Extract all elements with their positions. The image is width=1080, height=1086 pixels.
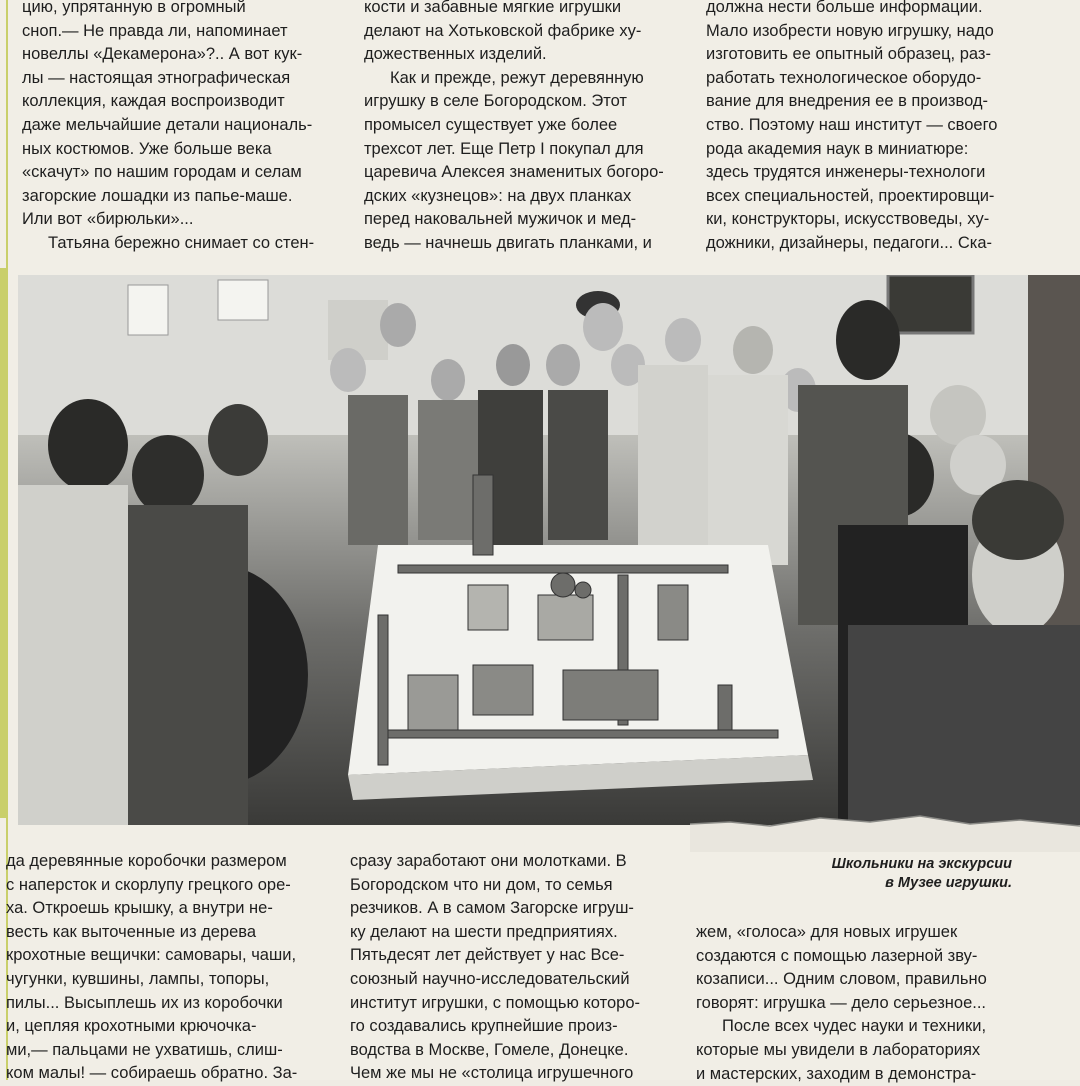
text-line: ку делают на шести предприятиях. [350,922,618,941]
text-line: сразу заработают они молотками. В [350,852,627,870]
text-line: Мало изобрести новую игрушку, надо [706,21,994,40]
text-line: ки, конструкторы, искусствоведы, ху- [706,210,990,229]
text-line: жем, «голоса» для новых игрушек [696,923,958,941]
text-line: Пятьдесят лет действует у нас Все- [350,946,625,965]
text-line: создаются с помощью лазерной зву- [696,946,978,965]
text-line: кости и забавные мягкие игрушки [364,0,622,16]
text-line: сноп.— Не правда ли, напоминает [22,21,288,40]
text-line: козаписи... Одним словом, правильно [696,970,987,989]
text-line: и мастерских, заходим в демонстра- [696,1064,977,1083]
text-line: всех специальностей, проектировщи- [706,186,995,205]
text-line: дожественных изделий. [364,45,547,64]
text-line: рода академия наук в миниатюре: [706,139,969,158]
text-line: ведь — начнешь двигать планками, и [364,233,652,252]
text-line: говорят: игрушка — дело серьезное... [696,993,987,1012]
text-line: крохотные вещички: самовары, чаши, [6,946,297,965]
text-line: загорские лошадки из папье-маше. [22,186,293,205]
text-line: вание для внедрения ее в производ- [706,92,989,111]
text-line: пилы... Высыплешь их из коробочки [6,993,283,1012]
text-line: Татьяна бережно снимает со стен- [48,233,315,252]
text-line: да деревянные коробочки размером [6,852,287,870]
text-line: должна нести больше информации. [706,0,983,16]
text-line: царевича Алексея знаменитых богоро- [364,163,664,182]
text-line: дских «кузнецов»: на двух планках [364,186,632,205]
text-line: игрушку в селе Богородском. Этот [364,92,627,111]
article-column-2-top [364,0,682,256]
text-line: дожники, дизайнеры, педагоги... Ска- [706,233,993,252]
text-line: ми,— пальцами не ухватишь, слиш- [6,1040,283,1059]
text-line: резчиков. А в самом Загорске игруш- [350,899,634,918]
text-line: чугунки, кувшины, лампы, топоры, [6,969,270,988]
article-column-1-top [22,0,340,256]
text-line: работать технологическое оборудо- [706,68,982,87]
text-line: цию, упрятанную в огромный [22,0,246,16]
text-line: институт игрушки, с помощью которо- [350,993,641,1012]
text-line: ных костюмов. Уже больше века [22,139,272,158]
text-line: Или вот «бирюльки»... [22,210,194,229]
text-line: После всех чудес науки и техники, [722,1017,987,1036]
article-column-3-top [706,0,1028,256]
text-line: которые мы увидели в лабораториях [696,1040,981,1059]
margin-bracket [0,268,6,818]
text-line: весть как выточенные из дерева [6,922,257,941]
torn-edge [690,812,1080,852]
text-line: трехсот лет. Еще Петр I покупал для [364,139,644,158]
text-line: Чем же мы не «столица игрушечного [350,1064,634,1083]
text-line: делают на Хотьковской фабрике ху- [364,21,642,40]
text-line: перед наковальней мужичок и мед- [364,210,637,229]
text-line: Богородском что ни дом, то семья [350,875,613,894]
text-line: водства в Москве, Гомеле, Донецке. [350,1040,629,1059]
text-line: союзный научно-исследовательский [350,969,630,988]
article-column-3-bottom [696,921,1020,1086]
text-line: лы — настоящая этнографическая [22,68,291,87]
text-line: ство. Поэтому наш институт — своего [706,115,998,134]
text-line: ком малы! — собираешь обратно. За- [6,1064,298,1083]
text-line: с наперсток и скорлупу грецкого оре- [6,875,291,894]
text-line: здесь трудятся инженеры-технологи [706,163,986,182]
text-line: изготовить ее опытный образец, раз- [706,45,991,64]
text-line: коллекция, каждая воспроизводит [22,92,285,111]
text-line: новеллы «Декамерона»?.. А вот кук- [22,45,303,64]
text-line: даже мельчайшие детали националь- [22,115,313,134]
text-line: го создавались крупнейшие произ- [350,1017,618,1036]
caption-line: в Музее игрушки. [885,875,1012,891]
photo-caption [760,855,1012,893]
text-line: «скачут» по нашим городам и селам [22,163,302,182]
article-column-1-bottom [6,850,328,1086]
text-line: ха. Откроешь крышку, а внутри не- [6,899,273,918]
text-line: и, цепляя крохотными крючочка- [6,1017,257,1036]
text-line: Как и прежде, режут деревянную [390,68,644,87]
museum-photo [18,275,1080,825]
caption-line: Школьники на экскурсии [831,856,1012,872]
photo-illustration [18,275,1080,825]
article-column-2-bottom [350,850,670,1086]
text-line: промысел существует уже более [364,115,618,134]
